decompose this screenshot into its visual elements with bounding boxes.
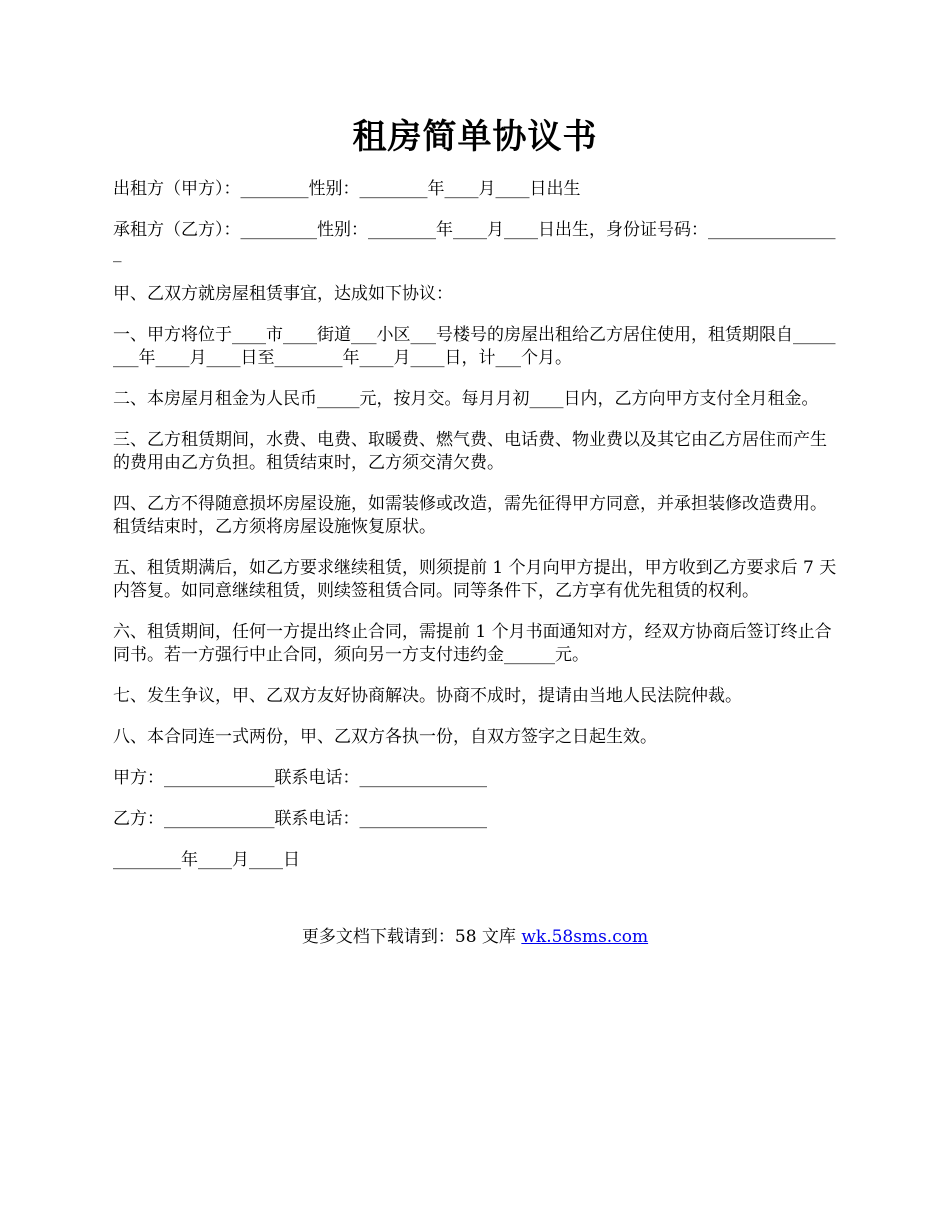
party-b-signature-line: 乙方：_____________联系电话：_______________: [113, 809, 487, 829]
download-footer: [0, 925, 950, 949]
document-body: [113, 178, 839, 890]
clause-6: 六、租赁期间，任何一方提出终止合同，需提前 1 个月书面通知对方，经双方协商后签订终止合同书。若一方强行中止合同，须向另一方支付违约金______元。: [113, 622, 832, 665]
clause-8: 八、本合同连一式两份，甲、乙双方各执一份，自双方签字之日起生效。: [113, 727, 657, 747]
clause-7: 七、发生争议，甲、乙双方友好协商解决。协商不成时，提请由当地人民法院仲裁。: [113, 686, 742, 706]
lessor-info-line: 出租方（甲方）：________性别：________年____月____日出生: [113, 179, 581, 199]
agreement-intro: 甲、乙双方就房屋租赁事宜，达成如下协议：: [113, 284, 453, 304]
clause-1: 一、甲方将位于____市____街道___小区___号楼号的房屋出租给乙方居住使用，租赁期限自________年____月____日至________年____月____日，计___个月。: [113, 325, 836, 368]
footer-text: 更多文档下载请到：58 文库: [301, 927, 522, 947]
party-a-signature-line: 甲方：_____________联系电话：_______________: [113, 768, 487, 788]
document-title: 租房简单协议书: [352, 117, 598, 157]
footer-link[interactable]: wk.58sms.com: [521, 927, 649, 947]
clause-2: 二、本房屋月租金为人民币_____元，按月交。每月月初____日内，乙方向甲方支付全月租金。: [113, 389, 819, 409]
signing-date-line: ________年____月____日: [113, 850, 300, 870]
lessee-info-line: 承租方（乙方）：_________性别：________年____月____日出生，身份证号码：________________: [113, 220, 836, 263]
clause-3: 三、乙方租赁期间，水费、电费、取暖费、燃气费、电话费、物业费以及其它由乙方居住而产生的费用由乙方负担。租赁结束时，乙方须交清欠费。: [113, 430, 827, 473]
clause-4: 四、乙方不得随意损坏房屋设施，如需装修或改造，需先征得甲方同意，并承担装修改造费用。租赁结束时，乙方须将房屋设施恢复原状。: [113, 494, 827, 537]
clause-5: 五、租赁期满后，如乙方要求继续租赁，则须提前 1 个月向甲方提出，甲方收到乙方要求后 7 天内答复。如同意继续租赁，则续签租赁合同。同等条件下，乙方享有优先租赁的权利。: [113, 558, 837, 601]
